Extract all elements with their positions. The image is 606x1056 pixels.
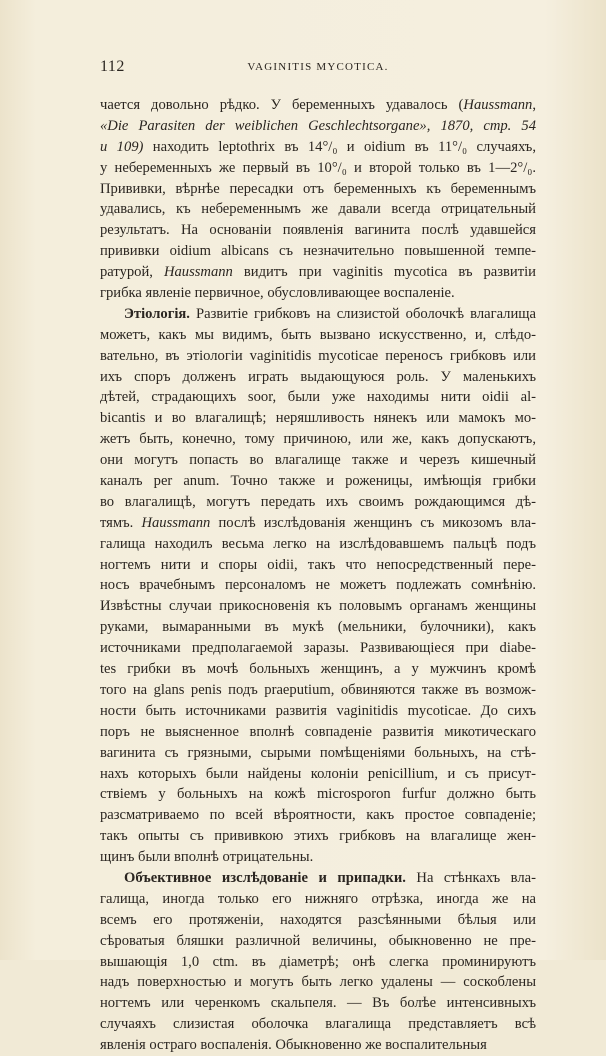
text-line: галища, иногда только его нижняго отрѣзка, иногда же на — [100, 890, 536, 907]
text-line: они могутъ попасть во влагалище также и черезъ кишечный — [100, 452, 536, 469]
text-line: случаяхъ слизистая оболочка влагалища представляетъ всѣ — [100, 1016, 536, 1033]
text-line: сѣроватыя бляшки различной величины, обыкновенно не пре- — [100, 932, 536, 949]
running-title: VAGINITIS MYCOTICA. — [247, 61, 389, 73]
text-line: Извѣстны случаи прикосновенія къ половымъ органамъ женщины — [100, 598, 536, 615]
page-number: 112 — [100, 58, 125, 75]
paragraph — [100, 304, 536, 868]
text-line: Этіологія. Развитіе грибковъ на слизистой оболочкѣ влагалища — [124, 305, 536, 322]
text-line: вательно, въ этіологіи vaginitidis mycoticae переносъ грибковъ или — [100, 347, 536, 364]
text-line: ихъ споръ долженъ играть выдающуюся роль. У маленькихъ — [100, 368, 536, 385]
text-line: прививки oidium albicans съ незначительно повышенной темпе- — [100, 243, 536, 260]
paragraph — [100, 868, 536, 1056]
text-line: жетъ быть, конечно, тому причиною, или же, какъ допускаютъ, — [100, 431, 536, 448]
text-line: во влагалищѣ, могутъ передать ихъ своимъ рождающимся дѣ- — [100, 493, 536, 510]
text-line: tes грибки въ мочѣ больныхъ женщинъ, а у мужчинъ кромѣ — [100, 661, 536, 678]
text-line: bicantis и во влагалищѣ; неряшливость нянекъ или мамокъ мо- — [100, 410, 536, 427]
text-line: удавались, къ небеременнымъ же давали всегда отрицательный — [100, 201, 536, 218]
paragraph — [100, 95, 536, 304]
text-line: каналъ per anum. Точно также и роженицы, имѣющія грибки — [100, 473, 536, 490]
text-line: ствіемъ у больныхъ на кожѣ microsporon furfur должно быть — [100, 786, 536, 803]
text-line: ногтемъ или черенкомъ скальпеля. — Въ болѣе интенсивныхъ — [100, 995, 536, 1012]
text-line: можетъ, какъ мы видимъ, быть вызвано искусственно, и, слѣдо- — [100, 326, 536, 343]
text-line: ратурой, Haussmann видитъ при vaginitis mycotica въ развитіи — [100, 264, 536, 281]
text-line: щинъ были вполнѣ отрицательны. — [100, 849, 314, 866]
text-line: явленія остраго воспаленія. Обыкновенно же воспалительныя — [100, 1037, 487, 1054]
text-line: результатъ. На основаніи появленія вагинита послѣ удавшейся — [100, 222, 536, 239]
text-line: тямъ. Haussmann послѣ изслѣдованія женщинъ съ микозомъ вла- — [100, 514, 536, 531]
text-line: грибка явленіе первичное, обусловливающее воспаленіе. — [100, 285, 455, 302]
text-line: вышающія 1,0 ctm. въ діаметрѣ; онѣ слегка проминируютъ — [100, 953, 536, 970]
text-line: разсматриваемо по всей вѣроятности, какъ простое совпаденіе; — [100, 807, 536, 824]
text-line: дѣтей, страдающихъ soor, были уже находимы нити oidii al- — [100, 389, 536, 406]
text-line: чается довольно рѣдко. У беременныхъ удавалось (Haussmann, — [100, 97, 536, 113]
text-line: источниками предполагаемой заразы. Развивающіеся при diabe- — [100, 640, 536, 657]
text-line: «Die Parasiten der weiblichen Geschlechtsorgane», 1870, стр. 54 — [100, 117, 536, 134]
text-line: вагинита съ грязными, сырыми помѣщеніями больныхъ, на стѣ- — [100, 744, 536, 761]
text-line: надъ поверхностью и могутъ быть легко удалены — соскоблены — [100, 974, 536, 991]
text-line: и 109) находить leptothrix въ 14°/₀ и oidium въ 11°/₀ случаяхъ, — [100, 138, 537, 155]
page-header — [100, 58, 536, 80]
text-line: Прививки, вѣрнѣе пересадки отъ беременныхъ къ беременнымъ — [100, 180, 536, 197]
text-line: всемъ его протяженіи, находятся разсѣянными бѣлыя или — [100, 911, 536, 928]
text-line: того на glans penis подъ praeputium, обвиняются также въ возмож- — [100, 681, 536, 698]
text-line: галища находилъ весьма легко на изслѣдовавшемъ пальцѣ подъ — [100, 535, 536, 552]
page-body — [100, 95, 536, 1056]
text-line: ности быть источниками развитія vaginitidis mycoticae. До сихъ — [100, 702, 536, 719]
text-line: такъ опыты съ прививкою этихъ грибковъ на влагалище жен- — [100, 828, 536, 845]
text-line: Объективное изслѣдованіе и припадки. На стѣнкахъ вла- — [124, 869, 536, 886]
text-line: нахъ которыхъ были найдены колоніи penicillium, и съ присут- — [100, 765, 536, 782]
text-line: ногтемъ нити и споры oidii, такъ что непосредственный пере- — [100, 556, 536, 573]
text-line: руками, вымаранными въ мукѣ (мельники, булочники), какъ — [100, 619, 536, 636]
text-line: носъ врачебнымъ персоналомъ не можетъ подлежать сомнѣнію. — [100, 577, 536, 594]
text-line: поръ не выясненное вполнѣ совпаденіе развитія микотическаго — [100, 723, 536, 740]
text-line: у небеременныхъ же первый въ 10°/₀ и второй только въ 1—2°/₀. — [100, 159, 536, 176]
